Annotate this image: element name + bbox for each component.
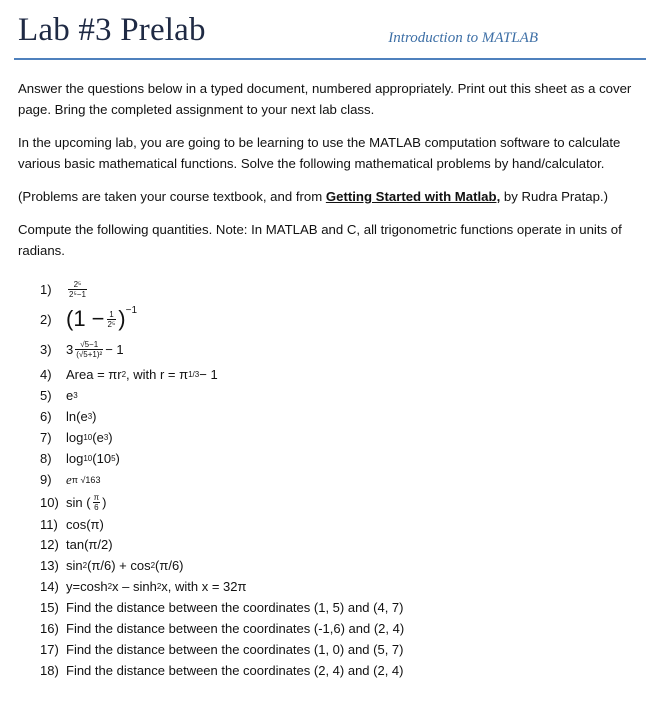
fraction [68, 280, 87, 299]
denominator: (√5+1)² [76, 349, 103, 359]
problem-18: 18) Find the distance between the coordinates (2, 4) and (2, 4) [40, 663, 404, 678]
problem-2: 2) (1 − $\frac{1}{\text{2⁵}}$ ) $^{-1}$ [40, 305, 138, 331]
numerator: 2⁵ [73, 279, 82, 289]
denominator: 2⁵−1 [69, 289, 86, 299]
subtraction: − 1 [105, 341, 124, 357]
compute-note-paragraph: Compute the following quantities. Note: In MATLAB and C, all trigonometric functions operate in units of radians. [18, 222, 622, 258]
problem-list [40, 274, 640, 681]
denominator: 6 [94, 502, 99, 512]
problem-number: 9) [40, 472, 52, 487]
header-rule [14, 58, 646, 60]
problem-number: 14) [40, 579, 59, 594]
problem-7: 7) log 10 (e 3 ) [40, 430, 113, 445]
problem-number: 6) [40, 409, 52, 424]
problem-8: 8) log 10 (10 5 ) [40, 451, 120, 466]
denominator: 2⁵ [107, 319, 116, 329]
page-title: Lab #3 Prelab [18, 12, 206, 48]
open-paren-expr: (1 − [66, 306, 105, 331]
problem-4: 4) Area = πr 2 , with r = π 1/3 − 1 [40, 367, 218, 382]
problem-number: 17) [40, 642, 59, 657]
source-text-pre: (Problems are taken your course textbook, and from [18, 189, 326, 204]
problem-number: 8) [40, 451, 52, 466]
problem-14: 14) y=cosh 2 x – sinh 2 x, with x = 32π [40, 579, 247, 594]
problem-number: 3) [40, 341, 52, 357]
problem-number: 4) [40, 367, 52, 382]
fraction [107, 310, 117, 329]
problem-6: 6) ln(e 3 ) [40, 409, 97, 424]
problem-number: 7) [40, 430, 52, 445]
problem-number: 18) [40, 663, 59, 678]
problem-5: 5) e 3 [40, 388, 78, 403]
problem-number: 15) [40, 600, 59, 615]
problem-number: 13) [40, 558, 59, 573]
problem-number: 11) [40, 516, 58, 532]
problem-9: 9) e π √163 [40, 471, 101, 487]
problem-number: 12) [40, 537, 59, 552]
numerator: π [93, 492, 100, 502]
numerator: √5−1 [80, 339, 99, 349]
problem-17: 17) Find the distance between the coordinates (1, 0) and (5, 7) [40, 642, 404, 657]
source-paragraph [18, 186, 648, 207]
problem-number: 16) [40, 621, 59, 636]
problem-number: 2) [40, 311, 52, 327]
problem-1 [40, 274, 640, 304]
area-expr: Area = πr [66, 367, 122, 382]
problem-number: 1) [40, 281, 52, 297]
fraction [75, 340, 103, 359]
problem-number: 10) [40, 494, 59, 510]
problem-3 [40, 334, 640, 364]
problem-15: 15) Find the distance between the coordinates (1, 5) and (4, 7) [40, 600, 404, 615]
coefficient: 3 [66, 341, 74, 357]
numerator: 1 [109, 309, 114, 319]
source-text-post: by Rudra Pratap.) [500, 189, 608, 204]
problem-13: 13) sin 2 (π/6) + cos 2 (π/6) [40, 558, 184, 573]
close-paren: ) [118, 306, 126, 331]
problem-number: 5) [40, 388, 52, 403]
problem-12: 12) tan(π/2) [40, 537, 113, 552]
page-subtitle: Introduction to MATLAB [388, 30, 538, 46]
problem-16: 16) Find the distance between the coordinates (-1,6) and (2, 4) [40, 621, 405, 636]
lab-description-paragraph: In the upcoming lab, you are going to be learning to use the MATLAB computation software to calculate various basic mathematical functions. Solve the following mathematical problems by hand/calculator. [18, 135, 621, 171]
fraction [93, 493, 101, 512]
book-title-link[interactable]: Getting Started with Matlab, [325, 189, 501, 204]
problem-11: 11) cos(π) [40, 516, 104, 532]
problem-10: 10) sin ( $\frac{\pi}{6}$ ) [40, 492, 107, 512]
instructions-paragraph: Answer the questions below in a typed document, numbered appropriately. Print out this sheet as a cover page. Bring the completed assignment to your next lab class. [18, 81, 632, 117]
